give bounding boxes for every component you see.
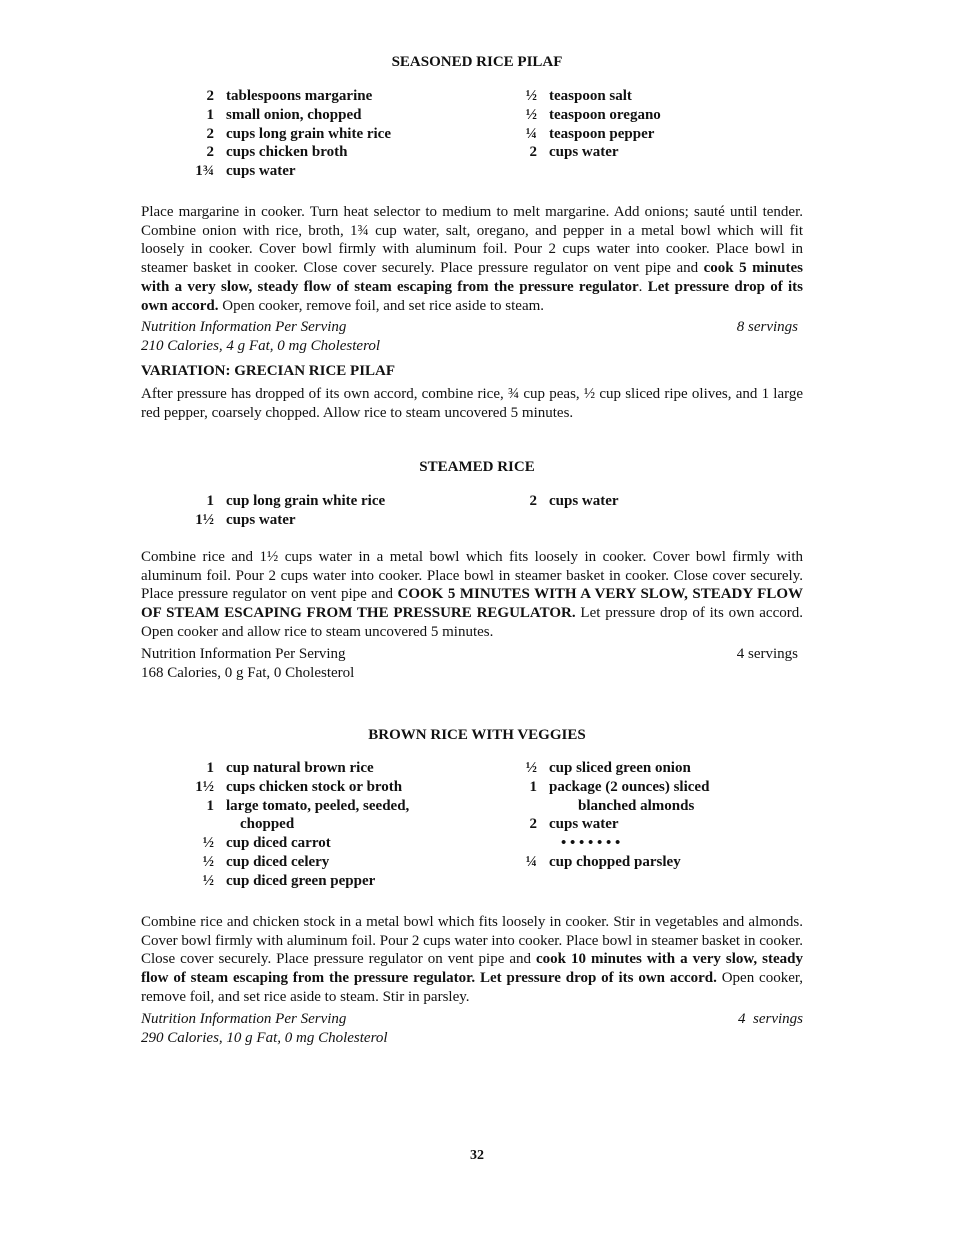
ingredient-row: 2 tablespoons margarine bbox=[206, 88, 373, 104]
recipe-title-brown: BROWN RICE WITH VEGGIES bbox=[368, 727, 586, 743]
page-number: 32 bbox=[470, 1148, 484, 1163]
servings: 8 servings bbox=[736, 319, 798, 335]
nutrition-info-steamed: Nutrition Information Per Serving 4 servings 168 Calories, 0 g Fat, 0 Cholesterol bbox=[141, 645, 803, 682]
ingredient-row: 1¾ cups water bbox=[195, 163, 296, 180]
ingredients-right-pilaf bbox=[507, 87, 661, 162]
ingredients-left-brown bbox=[184, 759, 409, 891]
ingredient-row: ½ teaspoon oregano bbox=[525, 106, 661, 123]
instructions-steamed: Combine rice and 1½ cups water in a metal bowl which fits loosely in cooker. Cover bowl firmly with aluminum foil. Pour 2 cups water into cooker. Place bowl in steamer basket in cooker. Close cover securely. Place pressure regulator on vent pipe and COOK 5 MINUTES WITH A VERY SLOW, STEADY FLOW OF STEAM ESCAPING FROM THE PRESSURE REGULATOR. Let pressure drop of its own accord. Open cooker and allow rice to steam uncovered 5 minutes. bbox=[141, 549, 803, 640]
nutrition-info-pilaf: Nutrition Information Per Serving 8 servings 210 Calories, 4 g Fat, 0 mg Cholesterol bbox=[141, 318, 803, 355]
ingredient-row: ¼ cup chopped parsley bbox=[525, 853, 681, 870]
ingredient-row: 2 cups water bbox=[529, 493, 619, 509]
ingredient-row: 1½ cups water bbox=[195, 511, 296, 528]
ingredients-left-steamed bbox=[184, 492, 385, 530]
ingredient-row: ½ cup diced celery bbox=[202, 853, 330, 870]
ingredient-row: 1 large tomato, peeled, seeded, bbox=[206, 797, 410, 814]
servings: 4 servings bbox=[738, 1011, 803, 1027]
ingredient-row: ½ cup diced green pepper bbox=[202, 872, 376, 889]
ingredient-row: 1 small onion, chopped bbox=[206, 106, 362, 123]
recipe-title-steamed: STEAMED RICE bbox=[419, 459, 535, 475]
ingredients-right-steamed bbox=[507, 492, 619, 511]
variation-title: VARIATION: GRECIAN RICE PILAF bbox=[141, 363, 396, 379]
ingredient-row: ¼ teaspoon pepper bbox=[525, 125, 655, 142]
ingredient-row: blanched almonds bbox=[578, 797, 695, 814]
ingredient-row: ½ cup sliced green onion bbox=[525, 760, 691, 776]
ingredient-row: chopped bbox=[240, 816, 295, 833]
divider-dots: • • • • • • • bbox=[561, 835, 621, 852]
recipe-title-pilaf: SEASONED RICE PILAF bbox=[391, 54, 563, 70]
ingredient-row: 1 cup long grain white rice bbox=[206, 493, 386, 509]
variation-text: After pressure has dropped of its own accord, combine rice, ¾ cup peas, ½ cup sliced ripe olives, and 1 large red pepper, coarsely chopped. Allow rice to steam uncovered 5 minutes. bbox=[141, 386, 803, 421]
ingredient-row: 1 package (2 ounces) sliced bbox=[529, 778, 710, 795]
nutrition-info-brown: Nutrition Information Per Serving 4 servings 290 Calories, 10 g Fat, 0 mg Cholesterol bbox=[141, 1011, 803, 1046]
ingredient-row: ½ cup diced carrot bbox=[202, 835, 331, 852]
ingredient-row: 2 cups long grain white rice bbox=[206, 125, 391, 142]
servings: 4 servings bbox=[736, 646, 798, 662]
ingredient-row: 2 cups water bbox=[529, 144, 619, 161]
ingredient-row: 1½ cups chicken stock or broth bbox=[195, 778, 403, 795]
instructions-pilaf: Place margarine in cooker. Turn heat selector to medium to melt margarine. Add onions; sauté until tender. Combine onion with rice, broth, 1¾ cup water, salt, oregano, and pepper in a metal bowl which will fit loosely in cooker. Cover bowl firmly with aluminum foil. Pour 2 cups water into cooker. Place bowl in steamer basket in cooker. Close cover securely. Place pressure regulator on vent pipe and cook 5 minutes with a very slow, steady flow of steam escaping from the pressure regulator. Let pressure drop of its own accord. Open cooker, remove foil, and set rice aside to steam. bbox=[141, 204, 803, 314]
ingredient-row: 2 cups water bbox=[529, 816, 619, 833]
instructions-brown: Combine rice and chicken stock in a metal bowl which fits loosely in cooker. Stir in vegetables and almonds. Cover bowl firmly with aluminum foil. Pour 2 cups water into cooker. Place bowl in steamer basket in cooker. Close cover securely. Place pressure regulator on vent pipe and cook 10 minutes with a very slow, steady flow of steam escaping from the pressure regulator. Let pressure drop of its own accord. Open cooker, remove foil, and set rice aside to steam. Stir in parsley. bbox=[141, 914, 804, 1005]
ingredients-left-pilaf bbox=[184, 87, 391, 181]
ingredients-right-brown bbox=[507, 759, 709, 872]
ingredient-row: 1 cup natural brown rice bbox=[206, 760, 374, 776]
ingredient-row: 2 cups chicken broth bbox=[206, 144, 348, 161]
ingredient-row: ½ teaspoon salt bbox=[525, 88, 632, 104]
